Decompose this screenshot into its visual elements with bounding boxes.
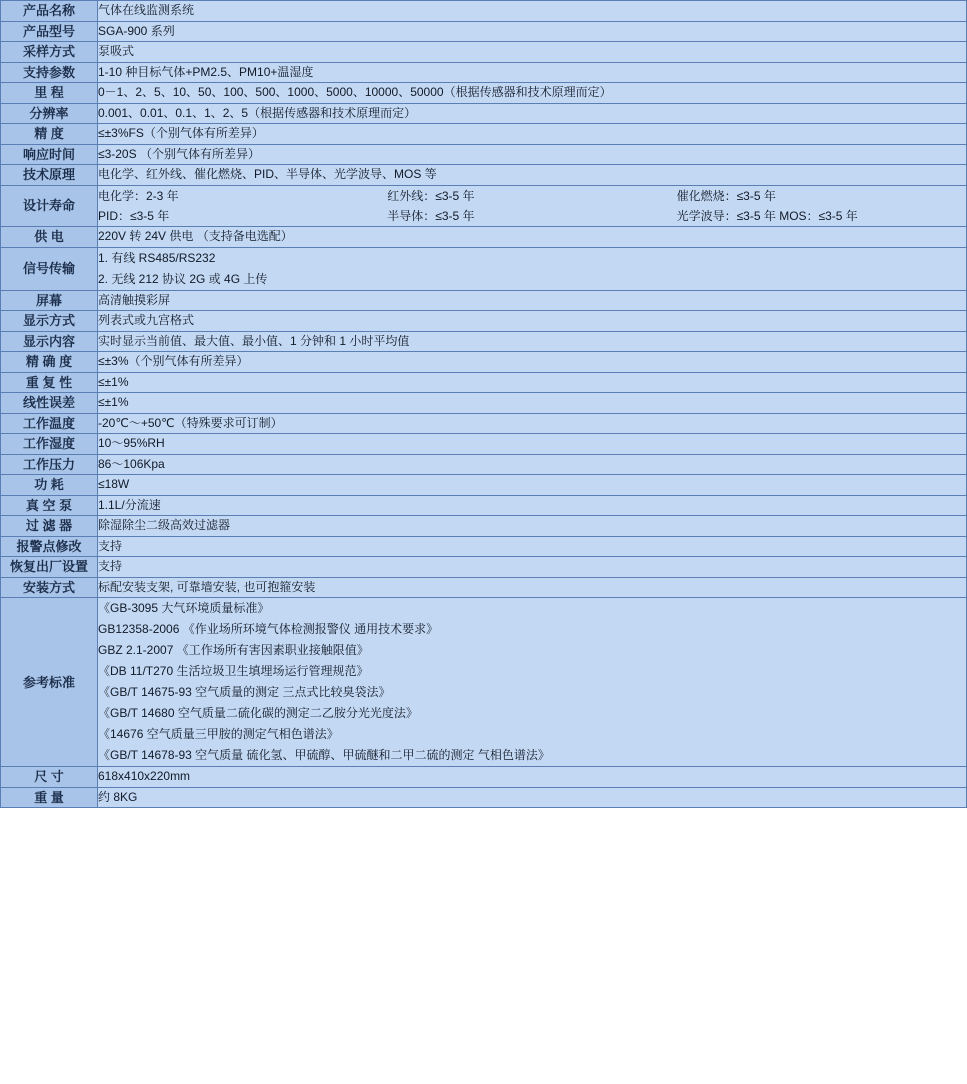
lifetime-cell: 光学波导：≤3-5 年 MOS：≤3-5 年 <box>676 208 858 223</box>
spec-label: 重 复 性 <box>1 372 98 393</box>
spec-value: 618x410x220mm <box>98 767 967 788</box>
table-row <box>1 124 967 145</box>
spec-label: 支持参数 <box>1 62 98 83</box>
lifetime-cell: 红外线：≤3-5 年 <box>387 188 475 203</box>
lifetime-row <box>98 206 966 226</box>
table-row <box>1 372 967 393</box>
spec-value: 10～95%RH <box>98 434 967 455</box>
table-row <box>1 1 967 22</box>
spec-value: ≤±1% <box>98 393 967 414</box>
spec-label: 工作湿度 <box>1 434 98 455</box>
table-row <box>1 598 967 767</box>
table-row <box>1 227 967 248</box>
spec-label: 工作温度 <box>1 413 98 434</box>
spec-value-line: 《GB/T 14675-93 空气质量的测定 三点式比较臭袋法》 <box>98 685 391 700</box>
spec-label: 过 滤 器 <box>1 516 98 537</box>
spec-label: 恢复出厂设置 <box>1 557 98 578</box>
spec-label: 线性误差 <box>1 393 98 414</box>
table-row <box>1 62 967 83</box>
table-row <box>1 290 967 311</box>
spec-value <box>98 598 967 767</box>
table-row <box>1 475 967 496</box>
spec-value <box>98 185 967 227</box>
lifetime-grid <box>98 186 966 227</box>
spec-label: 里 程 <box>1 83 98 104</box>
spec-value: 1.1L/分流速 <box>98 495 967 516</box>
table-row <box>1 536 967 557</box>
spec-label: 显示内容 <box>1 331 98 352</box>
table-row <box>1 144 967 165</box>
spec-value: 气体在线监测系统 <box>98 1 967 22</box>
table-row <box>1 42 967 63</box>
spec-label: 报警点修改 <box>1 536 98 557</box>
spec-value: 支持 <box>98 557 967 578</box>
spec-value: 0－1、2、5、10、50、100、500、1000、5000、10000、50000（根据传感器和技术原理而定） <box>98 83 967 104</box>
lifetime-cell: 半导体：≤3-5 年 <box>387 208 475 223</box>
table-row <box>1 21 967 42</box>
spec-value: ≤±3%FS（个别气体有所差异） <box>98 124 967 145</box>
spec-value: 实时显示当前值、最大值、最小值、1 分钟和 1 小时平均值 <box>98 331 967 352</box>
spec-value: 支持 <box>98 536 967 557</box>
spec-label: 技术原理 <box>1 165 98 186</box>
table-row <box>1 434 967 455</box>
spec-label: 功 耗 <box>1 475 98 496</box>
spec-label: 工作压力 <box>1 454 98 475</box>
spec-label: 响应时间 <box>1 144 98 165</box>
spec-label: 安装方式 <box>1 577 98 598</box>
table-row <box>1 83 967 104</box>
spec-value-lines <box>98 248 966 290</box>
spec-label: 分辨率 <box>1 103 98 124</box>
spec-label: 产品名称 <box>1 1 98 22</box>
table-row <box>1 577 967 598</box>
spec-value-line: GBZ 2.1-2007 《工作场所有害因素职业接触限值》 <box>98 643 369 658</box>
spec-value: ≤3-20S （个别气体有所差异） <box>98 144 967 165</box>
spec-label: 显示方式 <box>1 311 98 332</box>
table-row <box>1 352 967 373</box>
spec-value-lines <box>98 598 966 766</box>
spec-label: 参考标准 <box>1 598 98 767</box>
spec-value-line: 《14676 空气质量三甲胺的测定气相色谱法》 <box>98 727 339 742</box>
spec-value: 86～106Kpa <box>98 454 967 475</box>
table-row <box>1 311 967 332</box>
spec-label: 产品型号 <box>1 21 98 42</box>
spec-label: 设计寿命 <box>1 185 98 227</box>
table-row <box>1 557 967 578</box>
table-row <box>1 767 967 788</box>
spec-label: 采样方式 <box>1 42 98 63</box>
spec-value: 高清触摸彩屏 <box>98 290 967 311</box>
spec-label: 屏幕 <box>1 290 98 311</box>
spec-value: 1-10 种目标气体+PM2.5、PM10+温湿度 <box>98 62 967 83</box>
spec-value: 标配安装支架, 可靠墙安装, 也可抱箍安装 <box>98 577 967 598</box>
table-row <box>1 787 967 808</box>
spec-label: 精 度 <box>1 124 98 145</box>
spec-value: 泵吸式 <box>98 42 967 63</box>
spec-value: 220V 转 24V 供电 （支持备电选配） <box>98 227 967 248</box>
lifetime-row <box>98 186 966 206</box>
spec-value-line: GB12358-2006 《作业场所环境气体检测报警仪 通用技术要求》 <box>98 622 439 637</box>
table-row <box>1 516 967 537</box>
spec-value: 电化学、红外线、催化燃烧、PID、半导体、光学波导、MOS 等 <box>98 165 967 186</box>
spec-value <box>98 247 967 290</box>
spec-value-line: 《GB/T 14678-93 空气质量 硫化氢、甲硫醇、甲硫醚和二甲二硫的测定 气相色谱法》 <box>98 748 550 763</box>
spec-value-line: 《DB 11/T270 生活垃圾卫生填埋场运行管理规范》 <box>98 664 369 679</box>
table-row <box>1 103 967 124</box>
table-row <box>1 393 967 414</box>
table-row <box>1 165 967 186</box>
spec-label: 重 量 <box>1 787 98 808</box>
table-row <box>1 331 967 352</box>
table-row <box>1 454 967 475</box>
lifetime-cell: 电化学：2-3 年 <box>98 188 179 203</box>
spec-label: 尺 寸 <box>1 767 98 788</box>
spec-table-body <box>1 1 967 808</box>
spec-value: -20℃～+50℃（特殊要求可订制） <box>98 413 967 434</box>
spec-label: 信号传输 <box>1 247 98 290</box>
spec-value-line: 2. 无线 212 协议 2G 或 4G 上传 <box>98 271 268 286</box>
spec-value: ≤±1% <box>98 372 967 393</box>
spec-value: ≤±3%（个别气体有所差异） <box>98 352 967 373</box>
table-row <box>1 185 967 227</box>
spec-value: SGA-900 系列 <box>98 21 967 42</box>
spec-value-line: 《GB/T 14680 空气质量二硫化碳的测定二乙胺分光光度法》 <box>98 706 418 721</box>
spec-value: 列表式或九宫格式 <box>98 311 967 332</box>
spec-label: 真 空 泵 <box>1 495 98 516</box>
lifetime-cell: PID：≤3-5 年 <box>98 208 170 223</box>
spec-value-line: 《GB-3095 大气环境质量标准》 <box>98 601 270 616</box>
spec-label: 精 确 度 <box>1 352 98 373</box>
lifetime-cell: 催化燃烧：≤3-5 年 <box>676 188 776 203</box>
spec-value: ≤18W <box>98 475 967 496</box>
table-row <box>1 495 967 516</box>
spec-label: 供 电 <box>1 227 98 248</box>
table-row <box>1 247 967 290</box>
spec-value-line: 1. 有线 RS485/RS232 <box>98 250 216 265</box>
spec-value: 0.001、0.01、0.1、1、2、5（根据传感器和技术原理而定） <box>98 103 967 124</box>
table-row <box>1 413 967 434</box>
spec-value: 约 8KG <box>98 787 967 808</box>
spec-value: 除湿除尘二级高效过滤器 <box>98 516 967 537</box>
